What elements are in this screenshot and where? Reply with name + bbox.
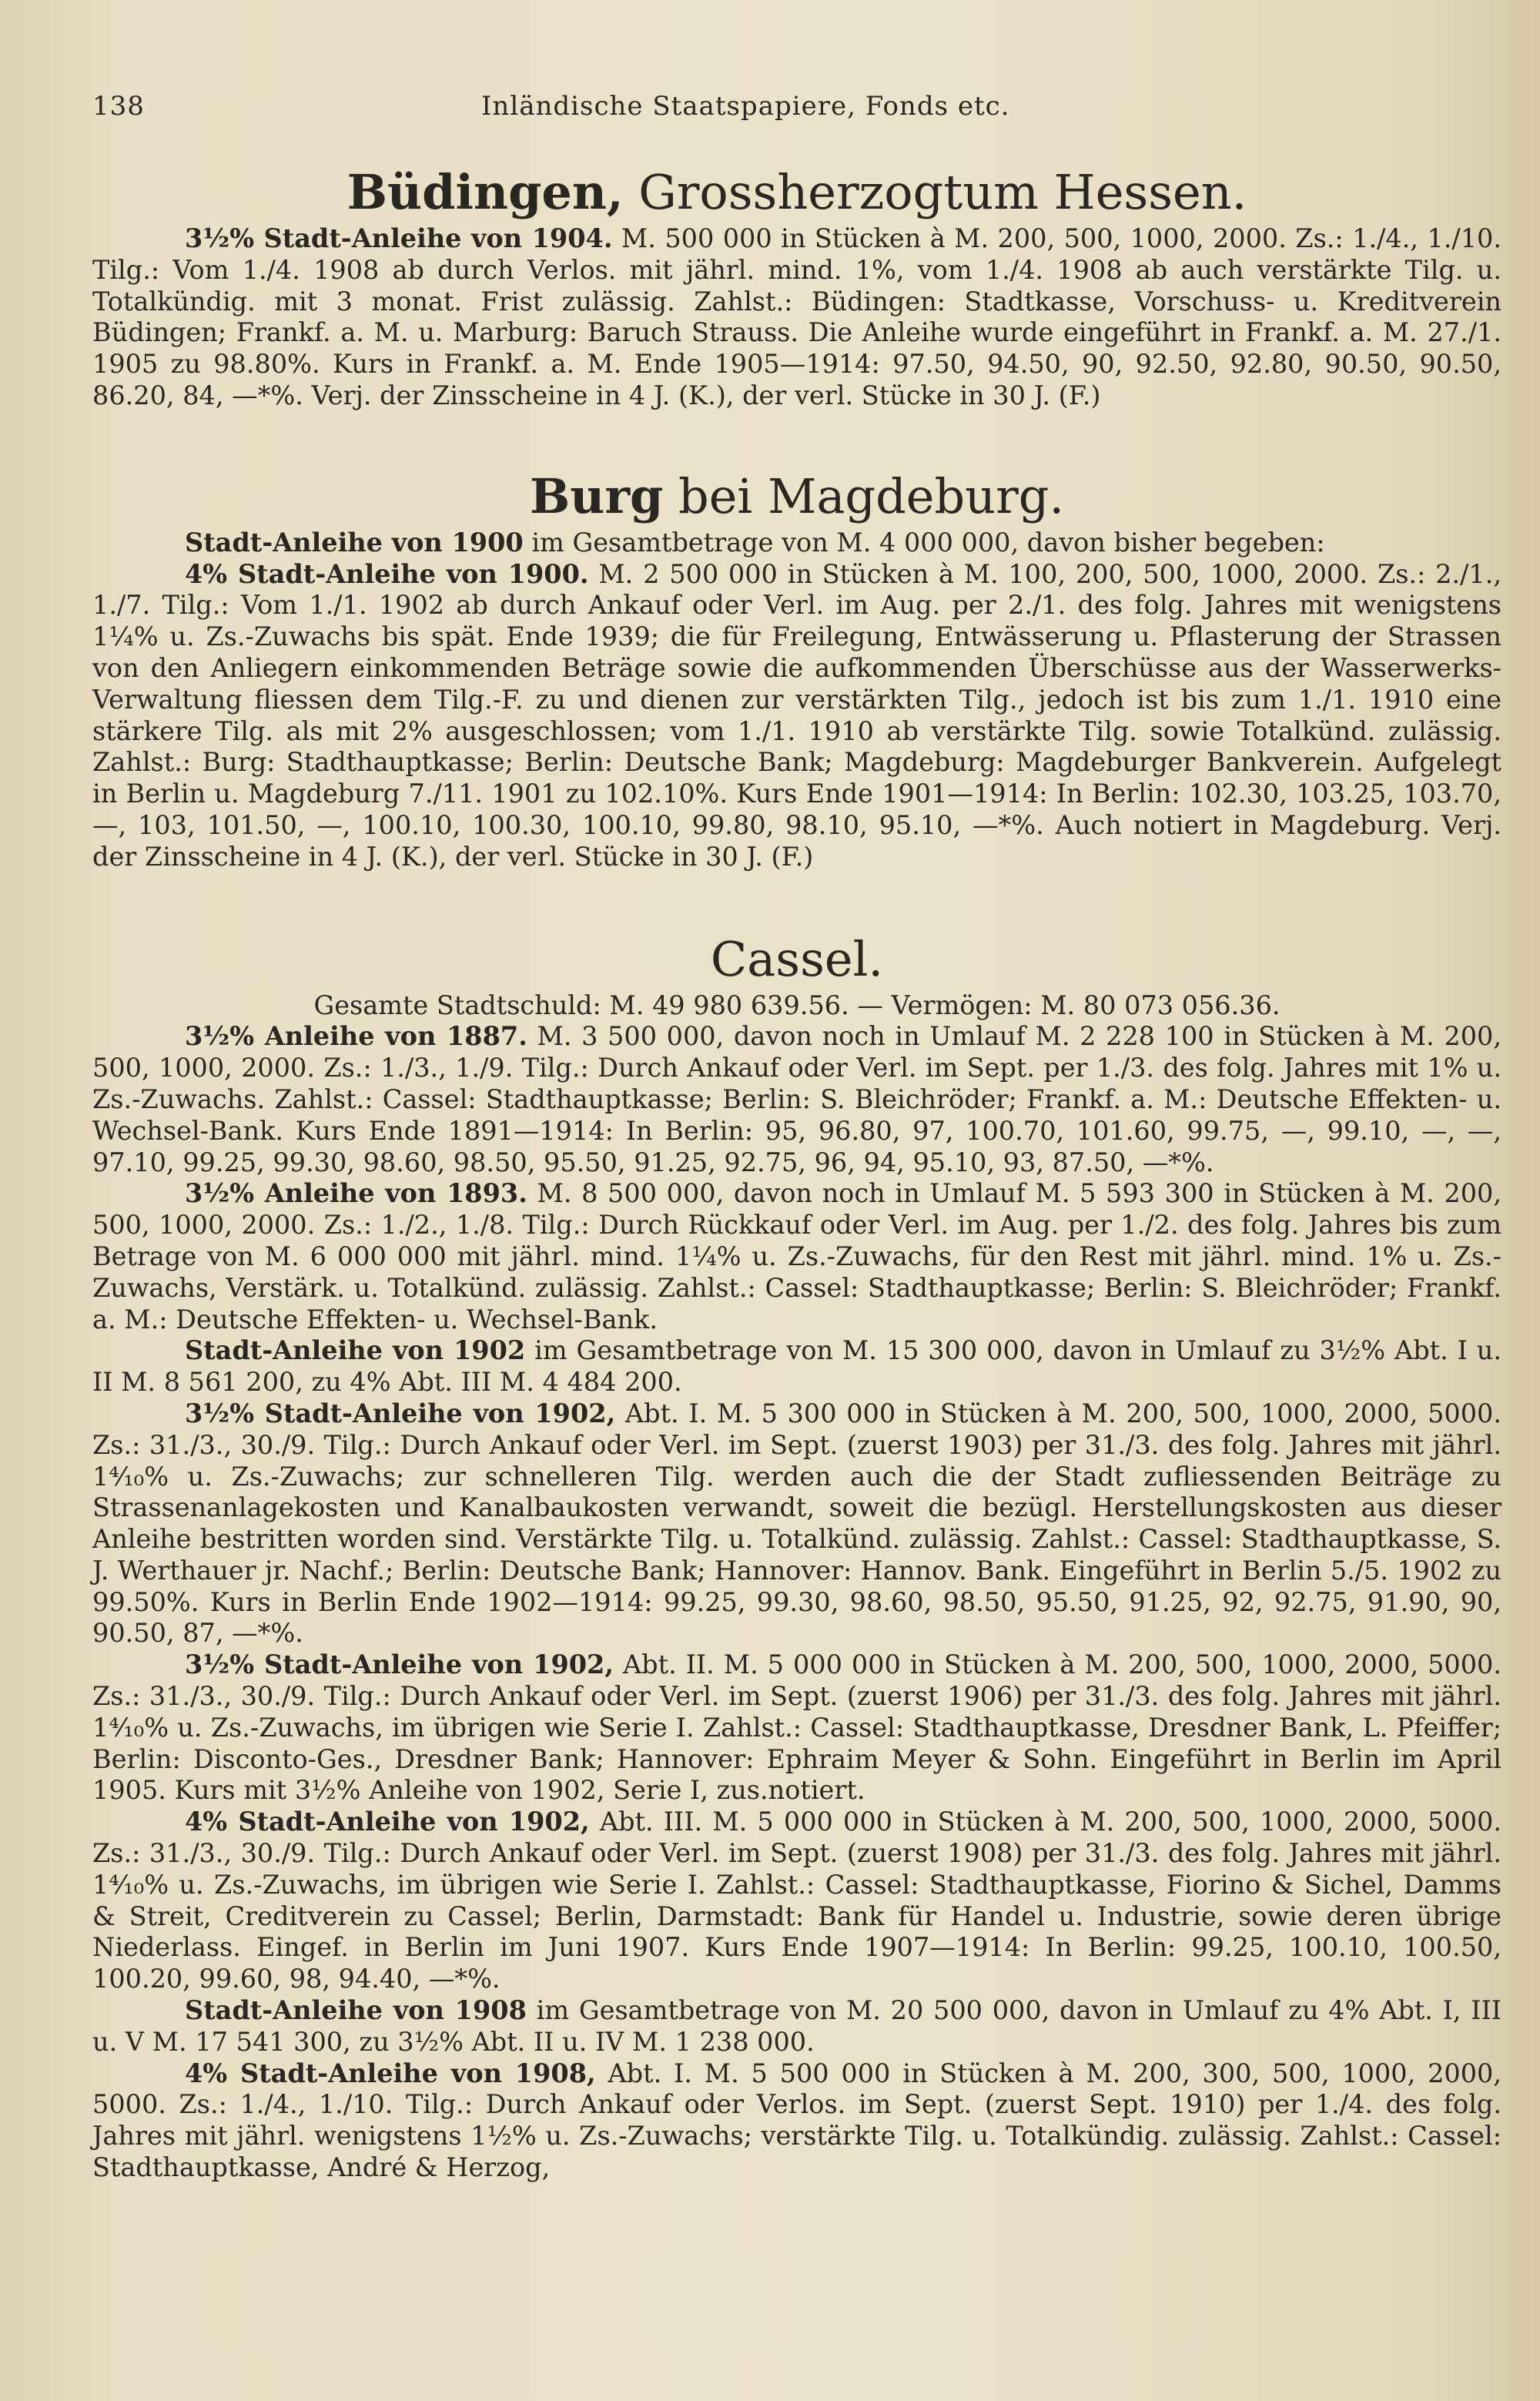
paragraph-text: Abt. I. M. 5 300 000 in Stücken à M. 200, 500, 1000, 2000, 5000. Zs.: 31./3., 30./9. Tilg.: Durch Ankauf oder Verl. im Sept. (zuerst 1903) per 31./3. des folg. Jahres mit jährl. 1⁴⁄₁₀% u. Zs.-Zuwachs; zur schnelleren Tilg. werden auch die der Stadt zufliessenden Beiträge zu Strassenanlagekosten und Kanalbaukosten verwandt, soweit die bezügl. Herstellungskosten aus dieser Anleihe bestritten worden sind. Verstärkte Tilg. u. Totalkünd. zulässig. Zahlst.: Cassel: Stadthauptkasse, S. J. Werthauer jr. Nachf.; Berlin: Deutsche Bank; Hannover: Hannov. Bank. Eingeführt in Berlin 5./5. 1902 zu 99.50%. Kurs in Berlin Ende 1902—1914: 99.25, 99.30, 98.60, 98.50, 95.50, 91.25, 92, 92.75, 91.90, 90, 90.50, 87, —*%. bbox=[92, 1398, 1502, 1649]
running-title: Inländische Staatspapiere, Fonds etc. bbox=[481, 91, 1010, 122]
paragraph bbox=[92, 527, 1502, 559]
section-subline: Gesamte Stadtschuld: M. 49 980 639.56. — Vermögen: M. 80 073 056.36. bbox=[313, 990, 1281, 1020]
section-heading: Burg bei Magdeburg. bbox=[529, 467, 1065, 524]
paragraph bbox=[92, 1398, 1502, 1649]
paragraph-text: M. 8 500 000, davon noch in Umlauf M. 5 593 300 in Stücken à M. 200, 500, 1000, 2000. Zs.: 1./2., 1./8. Tilg.: Durch Rückkauf oder Verl. im Aug. per 1./2. des folg. Jahres bis zum Betrage von M. 6 000 000 mit jährl. mind. 1¼% u. Zs.-Zuwachs, für den Rest mit jährl. mind. 1% u. Zs.-Zuwachs, Verstärk. u. Totalkünd. zulässig. Zahlst.: Cassel: Stadthauptkasse; Berlin: S. Bleichröder; Frankf. a. M.: Deutsche Effekten- u. Wechsel-Bank. bbox=[92, 1178, 1502, 1334]
paragraph bbox=[92, 1021, 1502, 1178]
page-number: 138 bbox=[92, 91, 145, 122]
paragraph-text: im Gesamtbetrage von M. 20 500 000, davon in Umlauf zu 4% Abt. I, III u. V M. 17 541 300, zu 3½% Abt. II u. IV M. 1 238 000. bbox=[92, 1995, 1502, 2057]
section-cassel bbox=[92, 929, 1502, 2184]
paragraph-text: im Gesamtbetrage von M. 15 300 000, davon in Umlauf zu 3½% Abt. I u. II M. 8 561 200, zu 4% Abt. III M. 4 484 200. bbox=[92, 1335, 1502, 1398]
paragraph-lead: 3½% Anleihe von 1893. bbox=[185, 1178, 527, 1209]
section-heading: Cassel. bbox=[710, 930, 884, 987]
paragraph-text: Abt. I. M. 5 500 000 in Stücken à M. 200, 300, 500, 1000, 2000, 5000. Zs.: 1./4., 1./10. Tilg.: Durch Ankauf oder Verlos. im Sept. (zuerst Sept. 1910) per 1./4. des folg. Jahres mit jährl. wenigstens 1½% u. Zs.-Zuwachs; verstärkte Tilg. u. Totalkündig. zulässig. Zahlst.: Cassel: Stadthauptkasse, André & Herzog, bbox=[92, 2058, 1502, 2183]
section-buedingen bbox=[92, 162, 1502, 412]
paragraph-lead: 3½% Stadt-Anleihe von 1904. bbox=[185, 223, 613, 253]
paragraph bbox=[92, 1649, 1502, 1807]
paragraph-lead: Stadt-Anleihe von 1908 bbox=[185, 1995, 527, 2026]
paragraph-text: M. 500 000 in Stücken à M. 200, 500, 1000, 2000. Zs.: 1./4., 1./10. Tilg.: Vom 1./4. 1908 ab durch Verlos. mit jährl. mind. 1%, vom 1./4. 1908 ab auch verstärkte Tilg. u. Totalkündig. mit 3 monat. Frist zulässig. Zahlst.: Büdingen: Stadtkasse, Vorschuss- u. Kreditverein Büdingen; Frankf. a. M. u. Marburg: Baruch Strauss. Die Anleihe wurde eingeführt in Frankf. a. M. 27./1. 1905 zu 98.80%. Kurs in Frankf. a. M. Ende 1905—1914: 97.50, 94.50, 90, 92.50, 92.80, 90.50, 90.50, 86.20, 84, —*%. Verj. der Zinsscheine in 4 J. (K.), der verl. Stücke in 30 J. (F.) bbox=[92, 223, 1502, 410]
paragraph bbox=[92, 223, 1502, 412]
page-body bbox=[92, 162, 1502, 2184]
section-heading: Büdingen, Grossherzogtum Hessen. bbox=[346, 164, 1247, 220]
paragraph-lead: 4% Stadt-Anleihe von 1900. bbox=[185, 558, 589, 589]
paragraph-lead: 4% Stadt-Anleihe von 1902, bbox=[185, 1807, 590, 1837]
paragraph-lead: 3½% Anleihe von 1887. bbox=[185, 1021, 527, 1052]
paragraph bbox=[92, 2058, 1502, 2184]
paragraph-text: im Gesamtbetrage von M. 4 000 000, davon bisher begeben: bbox=[523, 527, 1325, 558]
paragraph-text: M. 3 500 000, davon noch in Umlauf M. 2 228 100 in Stücken à M. 200, 500, 1000, 2000. Zs.: 1./3., 1./9. Tilg.: Durch Ankauf oder Verl. im Sept. per 1./3. des folg. Jahres mit 1% u. Zs.-Zuwachs. Zahlst.: Cassel: Stadthauptkasse; Berlin: S. Bleichröder; Frankf. a. M.: Deutsche Effekten- u. Wechsel-Bank. Kurs Ende 1891—1914: In Berlin: 95, 96.80, 97, 100.70, 101.60, 99.75, —, 99.10, —, —, 97.10, 99.25, 99.30, 98.60, 98.50, 95.50, 91.25, 92.75, 96, 94, 95.10, 93, 87.50, —*%. bbox=[92, 1021, 1502, 1177]
paragraph-text: M. 2 500 000 in Stücken à M. 100, 200, 500, 1000, 2000. Zs.: 2./1., 1./7. Tilg.: Vom 1./1. 1902 ab durch Ankauf oder Verl. im Aug. per 2./1. des folg. Jahres mit wenigstens 1¼% u. Zs.-Zuwachs bis spät. Ende 1939; die für Freilegung, Entwässerung u. Pflasterung der Strassen von den Anliegern einkommenden Beträge sowie die aufkommenden Überschüsse aus der Wasserwerks-Verwaltung fliessen dem Tilg.-F. zu und dienen zur verstärkten Tilg., jedoch ist bis zum 1./1. 1910 eine stärkere Tilg. als mit 2% ausgeschlossen; vom 1./1. 1910 ab verstärkte Tilg. sowie Totalkünd. zulässig. Zahlst.: Burg: Stadthauptkasse; Berlin: Deutsche Bank; Magdeburg: Magdeburger Bankverein. Aufgelegt in Berlin u. Magdeburg 7./11. 1901 zu 102.10%. Kurs Ende 1901—1914: In Berlin: 102.30, 103.25, 103.70, —, 103, 101.50, —, 100.10, 100.30, 100.10, 99.80, 98.10, 95.10, —*%. Auch notiert in Magdeburg. Verj. der Zinsscheine in 4 J. (K.), der verl. Stücke in 30 J. (F.) bbox=[92, 558, 1502, 872]
paragraph-text: Abt. III. M. 5 000 000 in Stücken à M. 200, 500, 1000, 2000, 5000. Zs.: 31./3., 30./9. Tilg.: Durch Ankauf oder Verl. im Sept. (zuerst 1908) per 31./3. des folg. Jahres mit jährl. 1⁴⁄₁₀% u. Zs.-Zuwachs, im übrigen wie Serie I. Zahlst.: Cassel: Stadthauptkasse, Fiorino & Sichel, Damms & Streit, Creditverein zu Cassel; Berlin, Darmstadt: Bank für Handel u. Industrie, sowie deren übrige Niederlass. Eingef. in Berlin im Juni 1907. Kurs Ende 1907—1914: In Berlin: 99.25, 100.10, 100.50, 100.20, 99.60, 98, 94.40, —*%. bbox=[92, 1807, 1502, 1994]
running-header bbox=[92, 91, 1502, 137]
paragraph bbox=[92, 1335, 1502, 1398]
paragraph bbox=[92, 1178, 1502, 1335]
paragraph-lead: Stadt-Anleihe von 1900 bbox=[185, 527, 524, 558]
paragraph bbox=[92, 559, 1502, 873]
section-burg bbox=[92, 466, 1502, 873]
paragraph-lead: 3½% Stadt-Anleihe von 1902, bbox=[185, 1398, 616, 1428]
paragraph bbox=[92, 1995, 1502, 2058]
paragraph-lead: 4% Stadt-Anleihe von 1908, bbox=[185, 2058, 596, 2088]
paragraph-lead: Stadt-Anleihe von 1902 bbox=[185, 1335, 526, 1366]
paragraph bbox=[92, 1807, 1502, 1995]
paragraph-lead: 3½% Stadt-Anleihe von 1902, bbox=[185, 1649, 614, 1680]
paragraph-text: Abt. II. M. 5 000 000 in Stücken à M. 200, 500, 1000, 2000, 5000. Zs.: 31./3., 30./9. Tilg.: Durch Ankauf oder Verl. im Sept. (zuerst 1906) per 31./3. des folg. Jahres mit jährl. 1⁴⁄₁₀% u. Zs.-Zuwachs, im übrigen wie Serie I. Zahlst.: Cassel: Stadthauptkasse, Dresdner Bank, L. Pfeiffer; Berlin: Disconto-Ges., Dresdner Bank; Hannover: Ephraim Meyer & Sohn. Eingeführt in Berlin im April 1905. Kurs mit 3½% Anleihe von 1902, Serie I, zus.notiert. bbox=[92, 1649, 1502, 1806]
